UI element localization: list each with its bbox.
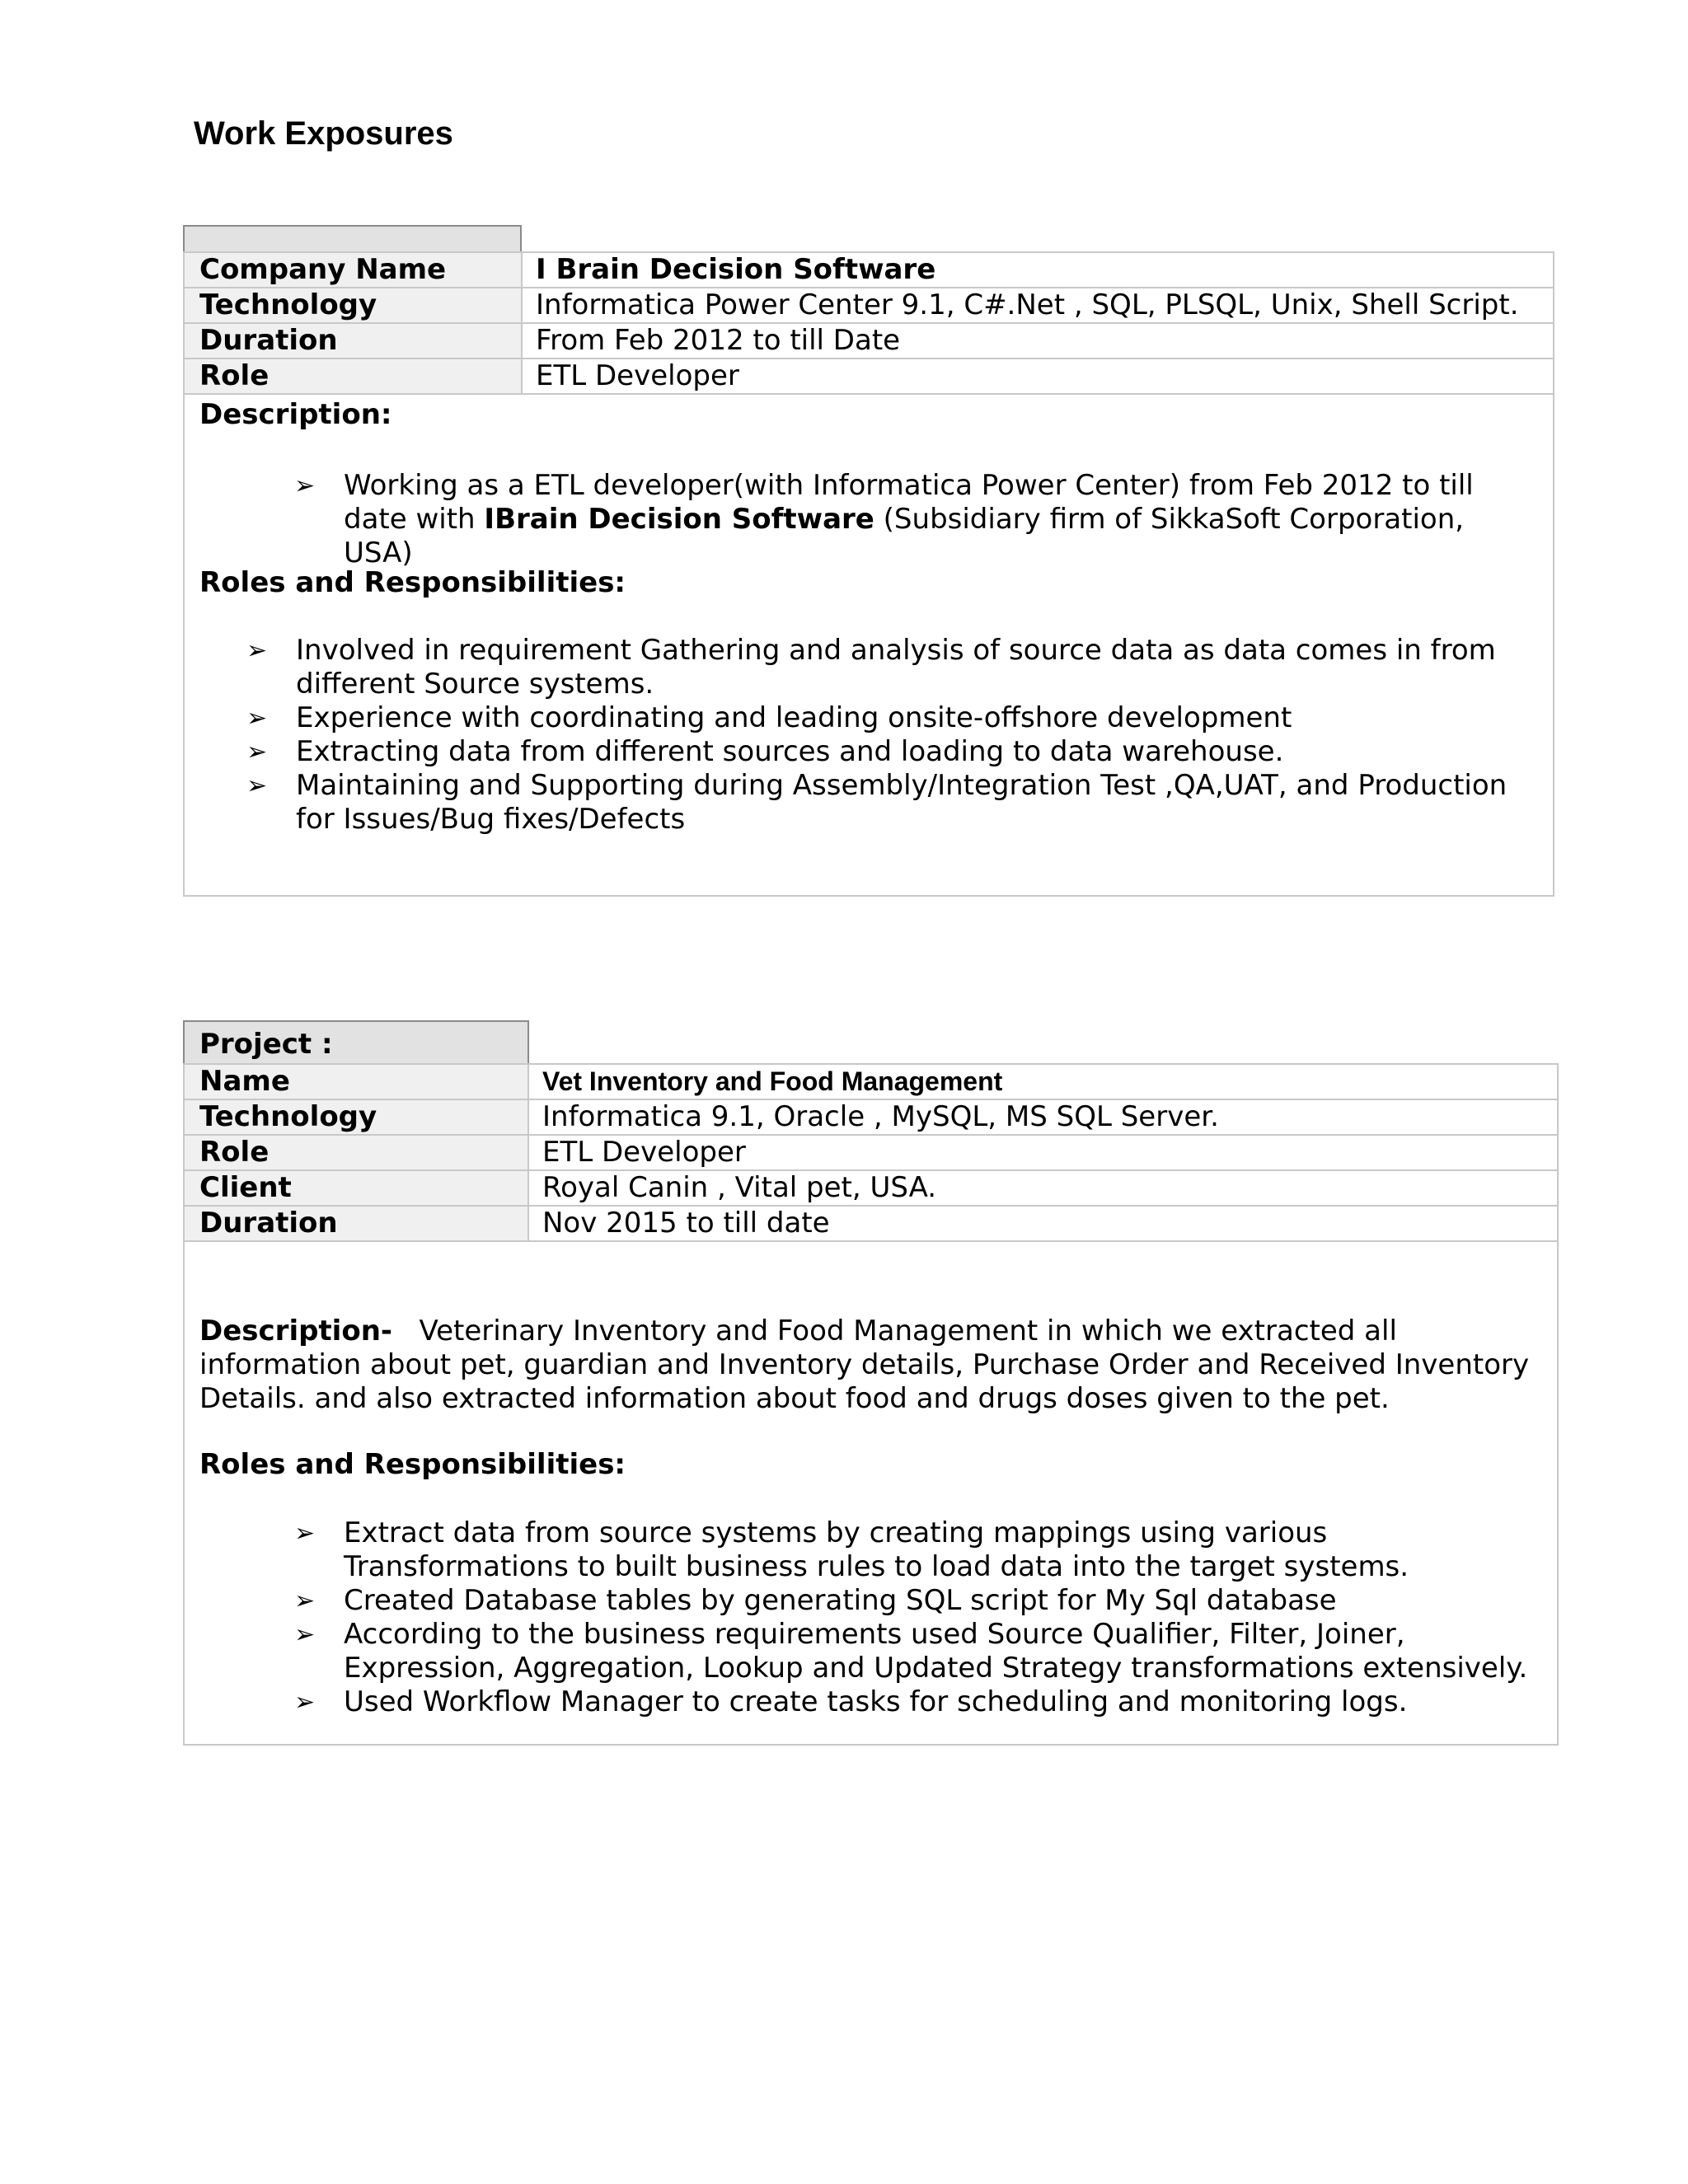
project-row-duration [185, 1207, 1557, 1242]
list-item [246, 735, 1541, 769]
company-roles-heading: Roles and Responsibilities: [199, 566, 626, 599]
row-value: Nov 2015 to till date [542, 1207, 830, 1240]
row-value: From Feb 2012 to till Date [536, 324, 901, 357]
company-description-heading: Description: [199, 398, 392, 431]
project-roles-list [294, 1516, 1540, 1719]
project-header-tab [183, 1020, 529, 1065]
project-row-name [185, 1065, 1557, 1100]
description-suffix: (Subsidiary firm of SikkaSoft Corporation, USA) [344, 503, 1465, 569]
page-title: Work Exposures [194, 115, 453, 152]
company-row-company-name [185, 253, 1553, 288]
row-label: Technology [185, 288, 523, 322]
list-item [294, 1516, 1540, 1584]
project-description-text: Veterinary Inventory and Food Management in which we extracted all information about pet, guardian and Inventory details, Purchase Order and Received Inventory Details. and also extracted information about food and drugs doses given to the pet. [199, 1315, 1530, 1415]
row-value: ETL Developer [536, 359, 739, 392]
project-row-technology [185, 1100, 1557, 1136]
list-item [294, 1584, 1540, 1618]
project-block [183, 1020, 1559, 1746]
company-header-tab [183, 225, 522, 253]
company-row-duration [185, 324, 1553, 359]
list-item-text: Experience with coordinating and leading onsite-offshore development [296, 701, 1292, 734]
project-description-label: Description- [199, 1315, 393, 1347]
list-item-text: Extracting data from different sources and loading to data warehouse. [296, 735, 1284, 768]
row-value: Vet Inventory and Food Management [542, 1066, 1003, 1096]
row-value: I Brain Decision Software [536, 253, 936, 286]
row-value: Informatica 9.1, Oracle , MySQL, MS SQL Server. [542, 1100, 1219, 1133]
list-item-text: According to the business requirements used Source Qualifier, Filter, Joiner, Expression, Aggregation, Lookup and Updated Strategy transformations extensively. [344, 1618, 1528, 1685]
company-description-list [294, 469, 1536, 570]
project-roles-heading: Roles and Responsibilities: [199, 1448, 626, 1481]
project-row-role [185, 1136, 1557, 1171]
arrowhead-bullet-icon: ➢ [246, 704, 268, 733]
arrowhead-bullet-icon: ➢ [294, 1620, 316, 1649]
list-item [294, 1618, 1540, 1685]
company-roles-list [246, 634, 1541, 837]
company-block [183, 225, 1554, 897]
list-item [294, 469, 1536, 570]
arrowhead-bullet-icon: ➢ [294, 1586, 316, 1615]
list-item-text: Created Database tables by generating SQL script for My Sql database [344, 1584, 1337, 1617]
row-value: Informatica Power Center 9.1, C#.Net , SQL, PLSQL, Unix, Shell Script. [536, 288, 1519, 321]
list-item-text: Used Workflow Manager to create tasks for scheduling and monitoring logs. [344, 1685, 1408, 1718]
project-table [183, 1063, 1559, 1746]
company-table [183, 251, 1554, 897]
arrowhead-bullet-icon: ➢ [246, 738, 268, 766]
arrowhead-bullet-icon: ➢ [246, 636, 268, 665]
row-value: Royal Canin , Vital pet, USA. [542, 1171, 937, 1204]
list-item [246, 634, 1541, 701]
list-item [294, 1685, 1540, 1719]
arrowhead-bullet-icon: ➢ [294, 471, 316, 500]
row-label: Technology [185, 1100, 529, 1134]
list-item [246, 701, 1541, 735]
arrowhead-bullet-icon: ➢ [294, 1519, 316, 1548]
project-description [199, 1315, 1542, 1416]
row-label: Company Name [185, 253, 523, 287]
company-row-technology [185, 288, 1553, 324]
project-header-label: Project : [199, 1028, 333, 1061]
row-label: Name [185, 1065, 529, 1099]
row-label: Client [185, 1171, 529, 1205]
list-item-text: Involved in requirement Gathering and analysis of source data as data comes in from different Source systems. [296, 634, 1496, 701]
description-company-name: IBrain Decision Software [484, 503, 874, 536]
list-item [246, 769, 1541, 837]
list-item-text: Maintaining and Supporting during Assembly/Integration Test ,QA,UAT, and Production for Issues/Bug fixes/Defects [296, 769, 1507, 836]
arrowhead-bullet-icon: ➢ [246, 771, 268, 800]
list-item-text: Extract data from source systems by creating mappings using various Transformations to built business rules to load data into the target systems. [344, 1516, 1409, 1583]
row-label: Duration [185, 1207, 529, 1240]
row-label: Duration [185, 324, 523, 358]
row-value: ETL Developer [542, 1136, 746, 1169]
company-row-role [185, 359, 1553, 395]
row-label: Role [185, 359, 523, 393]
description-prefix: Working as a ETL developer(with Informatica Power Center) from Feb 2012 to till date with [344, 469, 1474, 536]
project-row-client [185, 1171, 1557, 1207]
row-label: Role [185, 1136, 529, 1169]
arrowhead-bullet-icon: ➢ [294, 1688, 316, 1717]
